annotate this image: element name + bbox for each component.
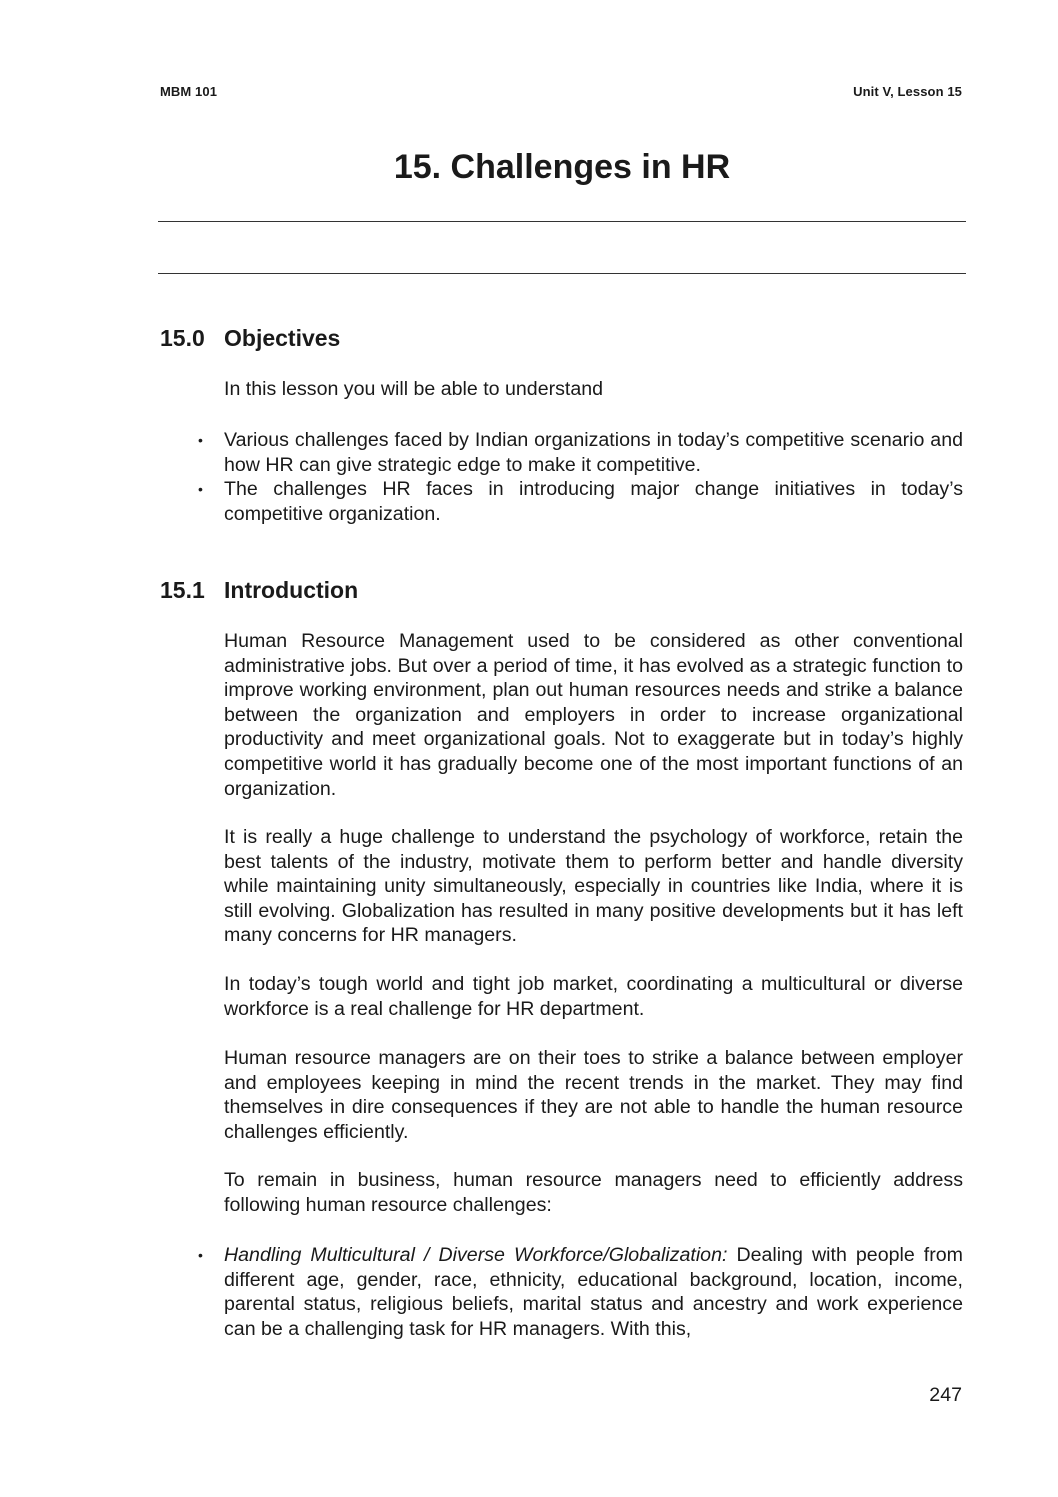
section-number: 15.0 [160, 325, 205, 351]
intro-paragraph: To remain in business, human resource managers need to efficiently address following human resource challenges: [224, 1169, 963, 1216]
list-item-text: Various challenges faced by Indian organizations in today’s competitive scenario and how HR can give strategic edge to make it competitive. [224, 429, 963, 476]
section-heading-introduction [160, 577, 358, 604]
bullet-icon: • [198, 481, 203, 498]
challenges-bullet-list [198, 1243, 963, 1341]
section-title: Objectives [224, 325, 341, 351]
objectives-bullet-list [198, 428, 963, 526]
bullet-icon: • [198, 432, 203, 448]
list-item [198, 1243, 963, 1341]
intro-paragraph: In today’s tough world and tight job market, coordinating a multicultural or diverse workforce is a real challenge for HR department. [224, 973, 963, 1020]
list-item [198, 477, 963, 526]
list-item-text: The challenges HR faces in introducing major change initiatives in today’s competitive organization. [224, 478, 963, 525]
objectives-lead-paragraph: In this lesson you will be able to understand [224, 378, 604, 400]
bullet-icon: • [198, 1247, 203, 1263]
list-item [198, 428, 963, 477]
section-title: Introduction [224, 577, 359, 603]
page-title: 15. Challenges in HR [393, 148, 731, 186]
header-course-code: MBM 101 [160, 84, 218, 99]
section-number: 15.1 [160, 577, 205, 603]
section-heading-objectives [160, 325, 340, 352]
page-number: 247 [929, 1384, 962, 1406]
intro-paragraph: It is really a huge challenge to understand the psychology of workforce, retain the best talents of the industry, motivate them to perform better and handle diversity while maintaining unity simultaneously, especially in countries like India, where it is still evolving. Globalization has resulted in many positive developments but it has left many concerns for HR managers. [224, 826, 963, 947]
intro-paragraph: Human resource managers are on their toes to strike a balance between employer and employees keeping in mind the recent trends in the market. They may find themselves in dire consequences if they are not able to handle the human resource challenges efficiently. [224, 1047, 963, 1143]
title-top-divider [158, 221, 966, 222]
title-bottom-divider [158, 273, 966, 274]
intro-paragraph: Human Resource Management used to be considered as other conventional administrative jobs. But over a period of time, it has evolved as a strategic function to improve working environment, plan out human resources needs and strike a balance between the organization and employers in order to increase organizational productivity and meet organizational goals. Not to exaggerate but in today’s highly competitive world it has gradually become one of the most important functions of an organization. [224, 630, 963, 800]
challenge-term: Handling Multicultural / Diverse Workforce/Globalization: [224, 1244, 728, 1266]
challenge-description: Dealing with people from different age, gender, race, ethnicity, educational background, location, income, parental status, religious beliefs, marital status and ancestry and work experience can be a challenging task for HR managers. With this, [224, 1244, 963, 1340]
header-unit-lesson: Unit V, Lesson 15 [853, 84, 962, 99]
